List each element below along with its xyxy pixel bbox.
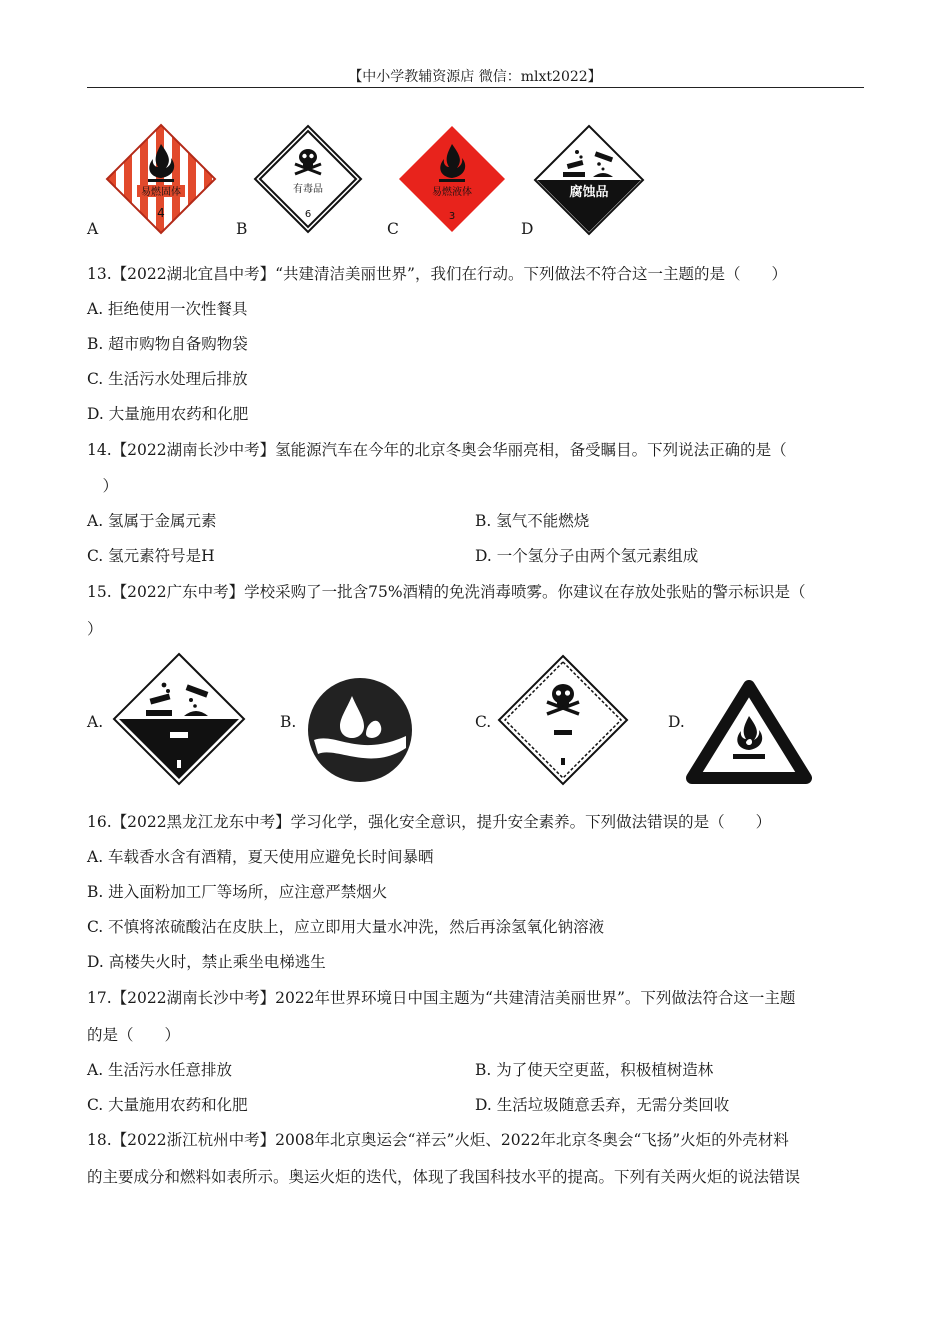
q15-option-label-c: C. <box>475 713 492 731</box>
q14-option-b: B. 氢气不能燃烧 <box>475 512 590 530</box>
q12-option-label-a: A <box>87 220 99 238</box>
corrosive-sign <box>112 652 246 786</box>
q14-option-c: C. 氢元素符号是H <box>87 547 215 565</box>
q17-option-c: C. 大量施用农药和化肥 <box>87 1096 248 1114</box>
flammable-triangle-sign <box>686 680 812 786</box>
q16-option-a: A. 车载香水含有酒精，夏天使用应避免长时间暴晒 <box>87 848 434 866</box>
q12-option-label-d: D <box>521 220 534 238</box>
q16-stem: 16.【2022黑龙江龙东中考】学习化学，强化安全意识，提升安全素养。下列做法错误的是（ ） <box>87 813 772 831</box>
q16-option-b: B. 进入面粉加工厂等场所，应注意严禁烟火 <box>87 883 388 901</box>
q15-option-label-b: B. <box>280 713 297 731</box>
q14-option-d: D. 一个氢分子由两个氢元素组成 <box>475 547 699 565</box>
sign-a-text: 易燃固体 <box>141 187 181 198</box>
q12-option-label-b: B <box>236 220 248 238</box>
q17-option-d: D. 生活垃圾随意丢弃，无需分类回收 <box>475 1096 730 1114</box>
q13-option-a: A. 拒绝使用一次性餐具 <box>87 300 248 318</box>
q13-option-b: B. 超市购物自备购物袋 <box>87 335 248 353</box>
q14-option-a: A. 氢属于金属元素 <box>87 512 217 530</box>
flammable-liquid-sign <box>397 124 507 234</box>
q14-stem-line1: 14.【2022湖南长沙中考】氢能源汽车在今年的北京冬奥会华丽亮相，备受瞩目。下列说法正确的是（ <box>87 441 787 459</box>
q17-option-a: A. 生活污水任意排放 <box>87 1061 233 1079</box>
sign-a-class: 4 <box>157 206 165 220</box>
corrosive-sign <box>533 124 645 236</box>
toxic-sign <box>497 654 629 786</box>
q12-option-label-c: C <box>387 220 399 238</box>
water-drop-sign <box>306 676 414 784</box>
q13-option-c: C. 生活污水处理后排放 <box>87 370 248 388</box>
page-header: 【中小学教辅资源店 微信：mlxt2022】 <box>348 69 602 85</box>
q17-stem-line2: 的是（ ） <box>87 1026 181 1044</box>
q16-option-d: D. 高楼失火时，禁止乘坐电梯逃生 <box>87 953 326 971</box>
header-divider <box>87 87 864 88</box>
q18-stem-line2: 的主要成分和燃料如表所示。奥运火炬的迭代，体现了我国科技水平的提高。下列有关两火炬的说法错误 <box>87 1168 801 1186</box>
toxic-sign <box>253 124 363 234</box>
sign-c-class: 3 <box>448 211 456 222</box>
q13-stem: 13.【2022湖北宜昌中考】“共建清洁美丽世界”，我们在行动。下列做法不符合这一主题的是（ ） <box>87 265 787 283</box>
sign-c-text: 易燃液体 <box>432 187 472 198</box>
q15-option-label-a: A. <box>87 713 104 731</box>
q13-option-d: D. 大量施用农药和化肥 <box>87 405 249 423</box>
sign-b-class: 6 <box>304 209 312 220</box>
q15-stem-line2: ） <box>87 620 103 638</box>
q14-stem-line2: ） <box>87 477 119 495</box>
flammable-solid-sign <box>104 122 218 236</box>
q15-option-label-d: D. <box>668 713 685 731</box>
q16-option-c: C. 不慎将浓硫酸沾在皮肤上，应立即用大量水冲洗，然后再涂氢氧化钠溶液 <box>87 918 605 936</box>
q18-stem-line1: 18.【2022浙江杭州中考】2008年北京奥运会“祥云”火炬、2022年北京冬奥会“飞扬”火炬的外壳材料 <box>87 1131 789 1149</box>
q15-stem-line1: 15.【2022广东中考】学校采购了一批含75%酒精的免洗消毒喷雾。你建议在存放处张贴的警示标识是（ <box>87 583 806 601</box>
q17-option-b: B. 为了使天空更蓝，积极植树造林 <box>475 1061 714 1079</box>
sign-b-text: 有毒品 <box>293 184 323 195</box>
q17-stem-line1: 17.【2022湖南长沙中考】2022年世界环境日中国主题为“共建清洁美丽世界”。下列做法符合这一主题 <box>87 989 796 1007</box>
sign-d-text: 腐蚀品 <box>569 185 609 200</box>
